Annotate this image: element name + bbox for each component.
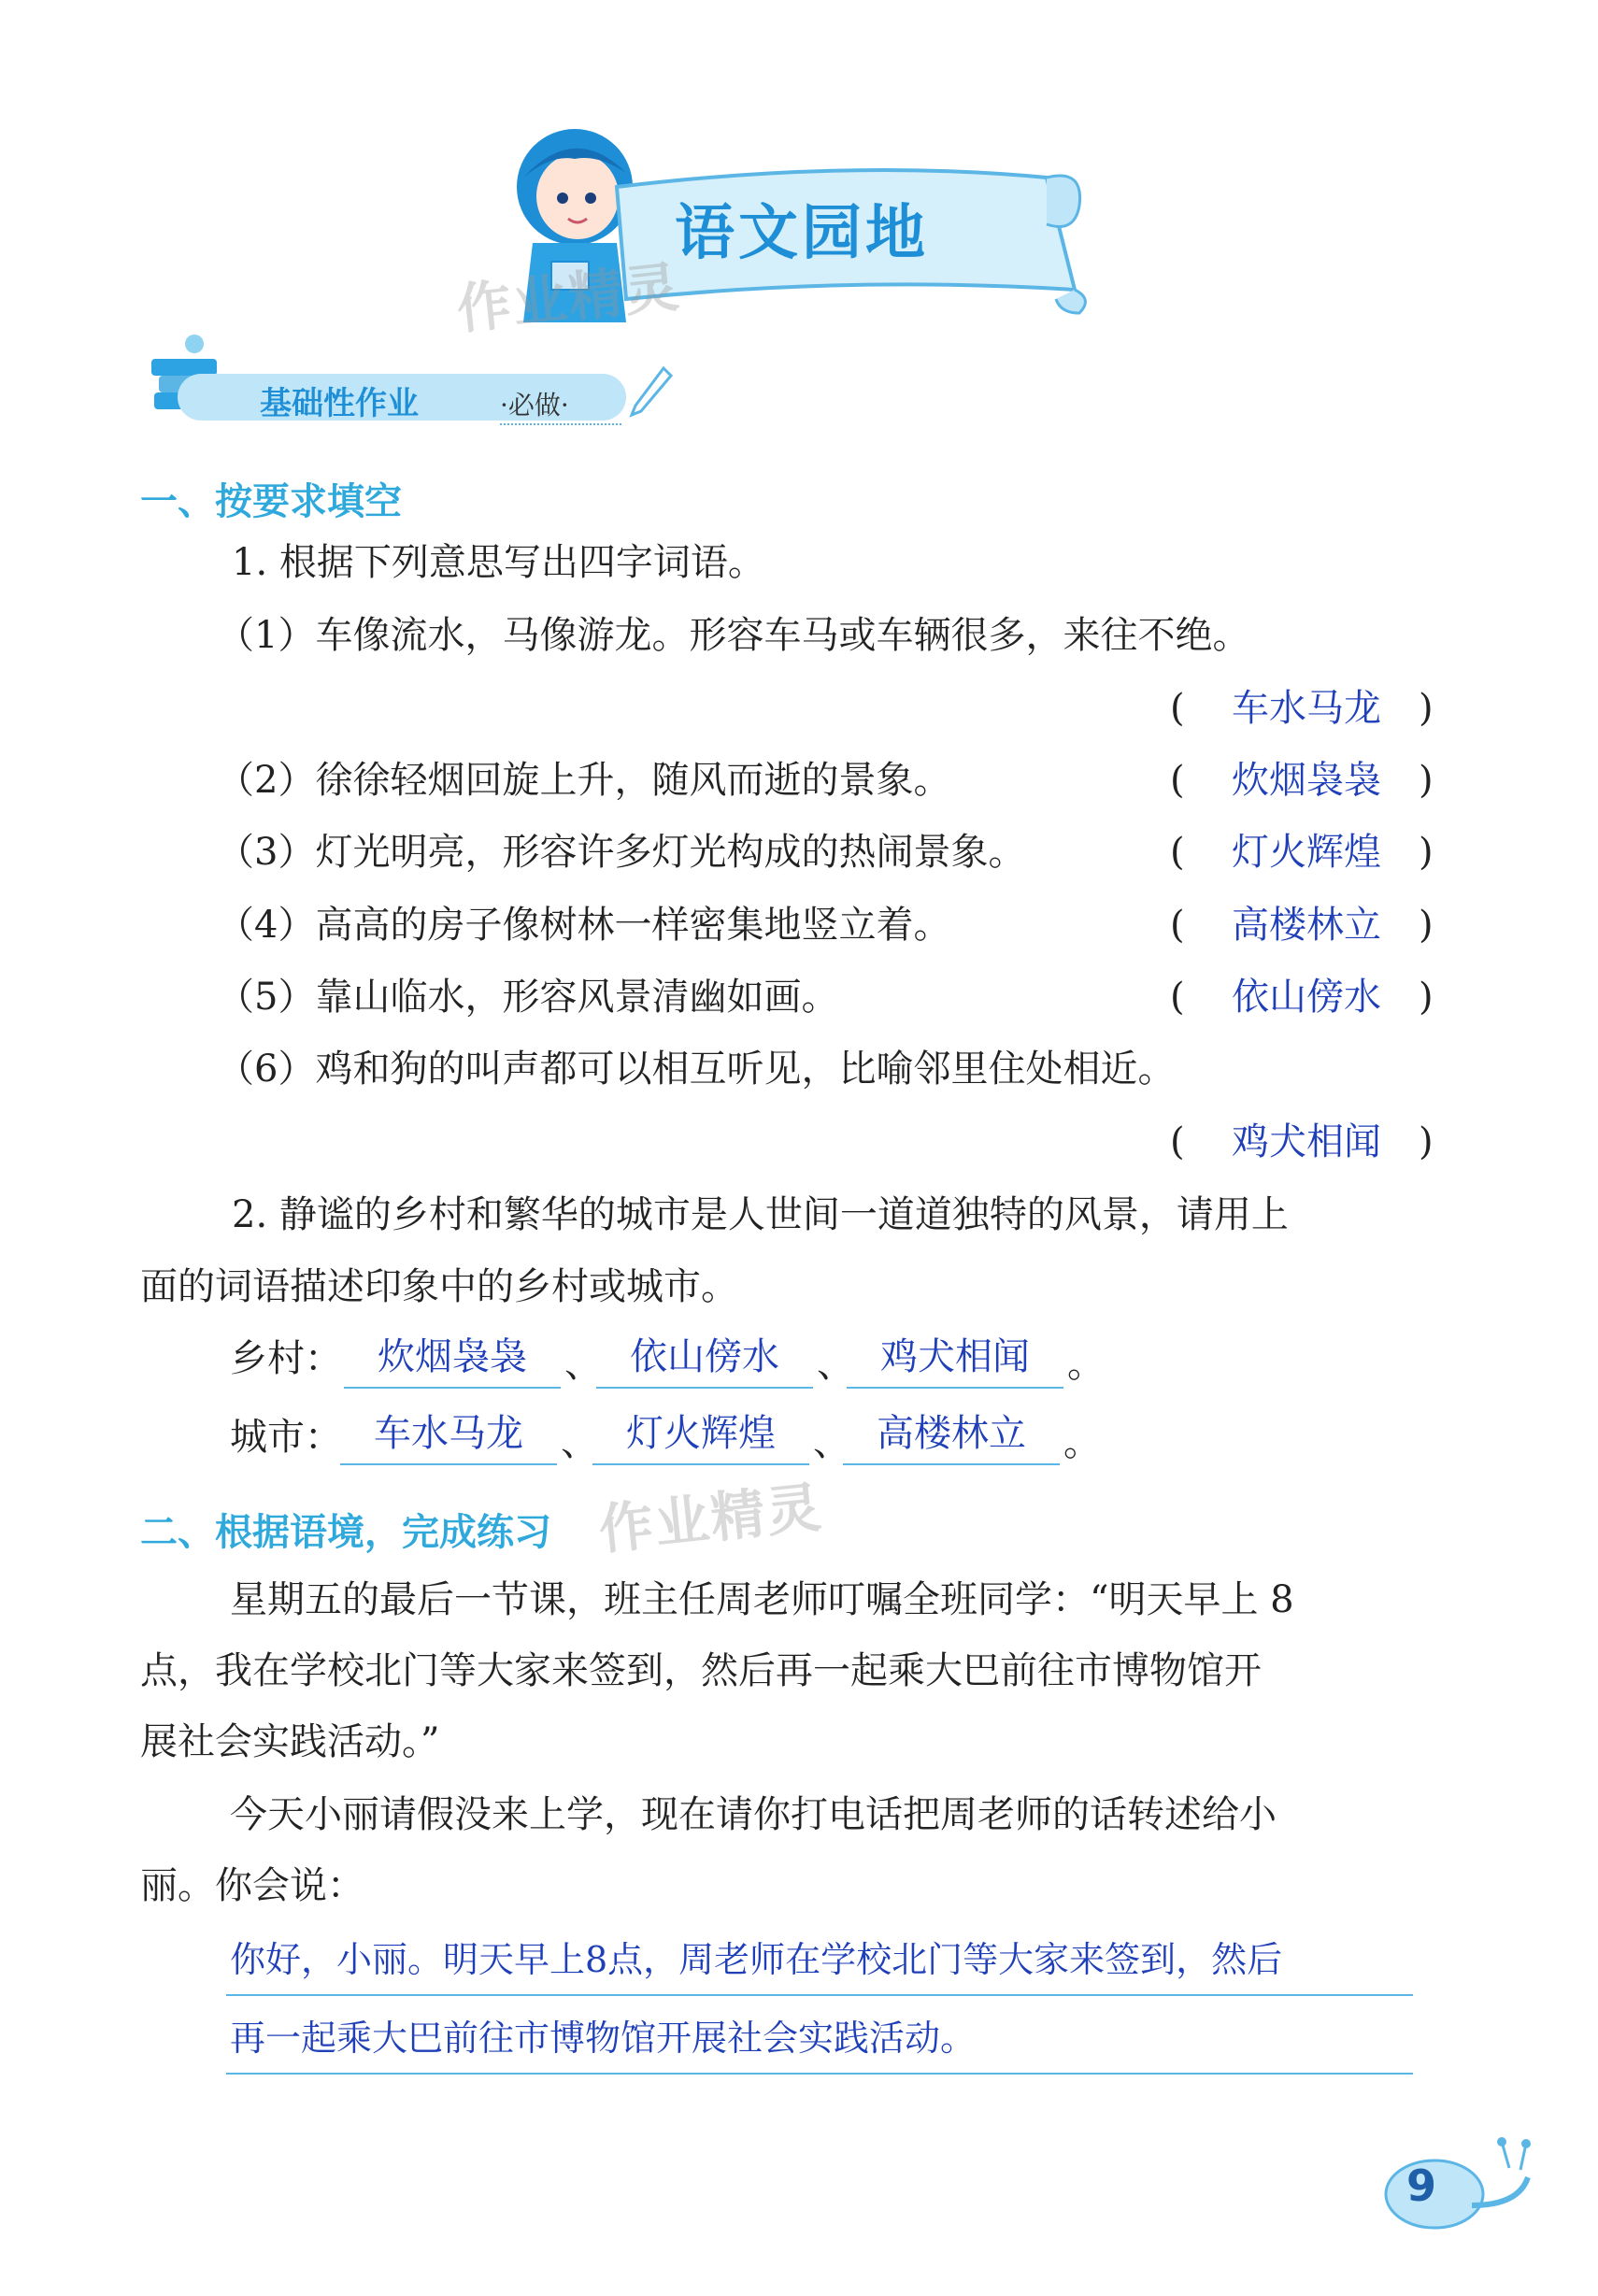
paren-open: ( bbox=[1170, 1120, 1185, 1163]
item-2-text: （2）徐徐轻烟回旋上升，随风而逝的景象。 bbox=[217, 759, 951, 802]
q1-prompt: 1. 根据下列意思写出四字词语。 bbox=[232, 541, 765, 584]
p1-line-3: 展社会实践活动。” bbox=[140, 1720, 440, 1763]
paren-close: ) bbox=[1419, 1120, 1434, 1163]
item-4-text: （4）高高的房子像树林一样密集地竖立着。 bbox=[217, 904, 951, 947]
city-blank-1: 车水马龙 bbox=[340, 1415, 557, 1465]
item-1-answer: 车水马龙 bbox=[1232, 687, 1381, 730]
paren-open: ( bbox=[1170, 976, 1185, 1019]
banner-title: 语文园地 bbox=[675, 198, 929, 268]
item-5-text: （5）靠山临水，形容风景清幽如画。 bbox=[217, 976, 839, 1019]
paren-close: ) bbox=[1419, 687, 1434, 730]
item-6-answer: 鸡犬相闻 bbox=[1232, 1120, 1381, 1163]
q2-line-1: 2. 静谧的乡村和繁华的城市是人世间一道道独特的风景，请用上 bbox=[232, 1193, 1289, 1236]
snail-icon bbox=[1378, 2131, 1537, 2233]
part2-heading: 二、根据语境，完成练习 bbox=[140, 1511, 551, 1554]
period: 。 bbox=[1063, 1421, 1101, 1464]
separator: 、 bbox=[817, 1343, 854, 1386]
watermark: 作业精灵 bbox=[595, 1475, 826, 1562]
p1-line-2: 点，我在学校北门等大家来签到，然后再一起乘大巴前往市博物馆开 bbox=[140, 1649, 1262, 1692]
village-blank-1: 炊烟袅袅 bbox=[344, 1338, 561, 1389]
pencil-icon bbox=[626, 364, 673, 421]
paren-open: ( bbox=[1170, 687, 1185, 730]
item-5-answer: 依山傍水 bbox=[1232, 976, 1381, 1019]
paren-open: ( bbox=[1170, 759, 1185, 802]
paren-close: ) bbox=[1419, 831, 1434, 874]
watermark: 作业精灵 bbox=[453, 254, 684, 342]
separator: 、 bbox=[813, 1421, 850, 1464]
item-6-text: （6）鸡和狗的叫声都可以相互听见，比喻邻里住处相近。 bbox=[217, 1048, 1176, 1091]
item-2-answer: 炊烟袅袅 bbox=[1232, 759, 1381, 802]
village-blank-3: 鸡犬相闻 bbox=[847, 1338, 1063, 1389]
q2-line-2: 面的词语描述印象中的乡村或城市。 bbox=[140, 1265, 738, 1308]
village-label: 乡村： bbox=[230, 1337, 342, 1380]
section-label-tag: ·必做· bbox=[500, 390, 569, 421]
page-number: 9 bbox=[1406, 2161, 1437, 2211]
answer-line-1: 你好，小丽。明天早上8点，周老师在学校北门等大家来签到，然后 bbox=[230, 1939, 1283, 1980]
dotted-underline bbox=[500, 423, 621, 425]
item-3-answer: 灯火辉煌 bbox=[1232, 831, 1381, 874]
period: 。 bbox=[1067, 1343, 1105, 1386]
paren-open: ( bbox=[1170, 904, 1185, 947]
paren-close: ) bbox=[1419, 976, 1434, 1019]
part1-heading: 一、按要求填空 bbox=[140, 480, 402, 523]
paren-close: ) bbox=[1419, 759, 1434, 802]
village-blank-2: 依山傍水 bbox=[596, 1338, 813, 1389]
separator: 、 bbox=[561, 1421, 598, 1464]
section-label-title: 基础性作业 bbox=[260, 385, 419, 422]
writing-line bbox=[226, 1994, 1413, 1996]
answer-line-2: 再一起乘大巴前往市博物馆开展社会实践活动。 bbox=[230, 2018, 977, 2059]
paren-close: ) bbox=[1419, 904, 1434, 947]
city-blank-2: 灯火辉煌 bbox=[592, 1415, 809, 1465]
separator: 、 bbox=[564, 1343, 602, 1386]
city-blank-3: 高楼林立 bbox=[843, 1415, 1060, 1465]
paren-open: ( bbox=[1170, 831, 1185, 874]
p1-line-1: 星期五的最后一节课，班主任周老师叮嘱全班同学：“明天早上 8 bbox=[230, 1578, 1294, 1621]
section-label bbox=[140, 327, 682, 439]
item-1-text: （1）车像流水，马像游龙。形容车马或车辆很多，来往不绝。 bbox=[217, 614, 1250, 657]
item-3-text: （3）灯光明亮，形容许多灯光构成的热闹景象。 bbox=[217, 831, 1026, 874]
p2-line-2: 丽。你会说： bbox=[140, 1864, 364, 1907]
item-4-answer: 高楼林立 bbox=[1232, 904, 1381, 947]
city-label: 城市： bbox=[230, 1416, 342, 1459]
writing-line bbox=[226, 2073, 1413, 2075]
p2-line-1: 今天小丽请假没来上学，现在请你打电话把周老师的话转述给小 bbox=[230, 1793, 1277, 1836]
